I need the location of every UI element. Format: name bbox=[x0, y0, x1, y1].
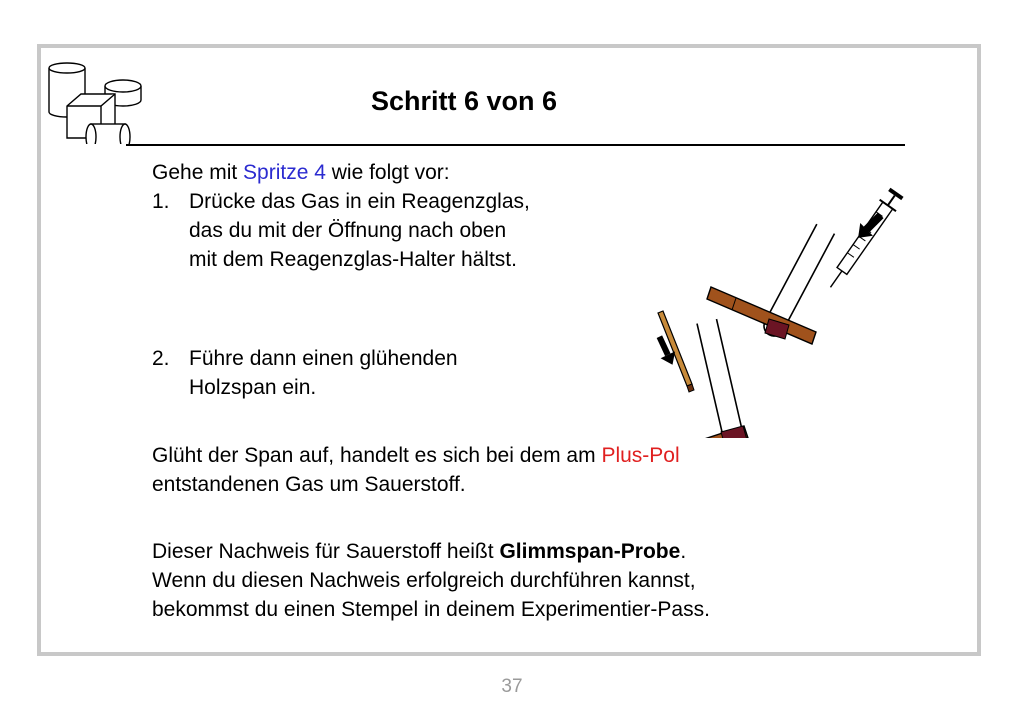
note-paragraph: Dieser Nachweis für Sauerstoff heißt Glimmspan-Probe. Wenn du diesen Nachweis erfolgreich durchführen kannst, bekommst du einen Stempel in deinem Experimentier-Pass. bbox=[152, 540, 710, 621]
result-paragraph: Glüht der Span auf, handelt es sich bei dem am Plus-Pol entstandenen Gas um Sauerstoff. bbox=[152, 444, 680, 496]
slide-frame bbox=[37, 44, 981, 656]
intro-line: Gehe mit Spritze 4 wie folgt vor: bbox=[152, 161, 450, 184]
plus-pol-label: Plus-Pol bbox=[601, 444, 680, 467]
syringe-icon bbox=[822, 188, 904, 293]
step-1: 1. Drücke das Gas in ein Reagenzglas, das du mit der Öffnung nach oben mit dem Reagenzglas-Halter hältst. bbox=[152, 187, 530, 274]
test-tube-icon bbox=[697, 319, 746, 438]
test-name: Glimmspan-Probe bbox=[499, 540, 681, 563]
syringe-label: Spritze 4 bbox=[243, 161, 326, 184]
page-number: 37 bbox=[501, 676, 523, 697]
experiment-illustration bbox=[596, 148, 926, 438]
step-2: 2. Führe dann einen glühenden Holzspan ein. bbox=[152, 344, 458, 402]
step-number: 2. bbox=[152, 347, 170, 370]
lab-containers-icon bbox=[47, 58, 143, 144]
step-number: 1. bbox=[152, 190, 170, 213]
page-title: Schritt 6 von 6 bbox=[371, 86, 558, 116]
title-divider bbox=[126, 144, 905, 146]
